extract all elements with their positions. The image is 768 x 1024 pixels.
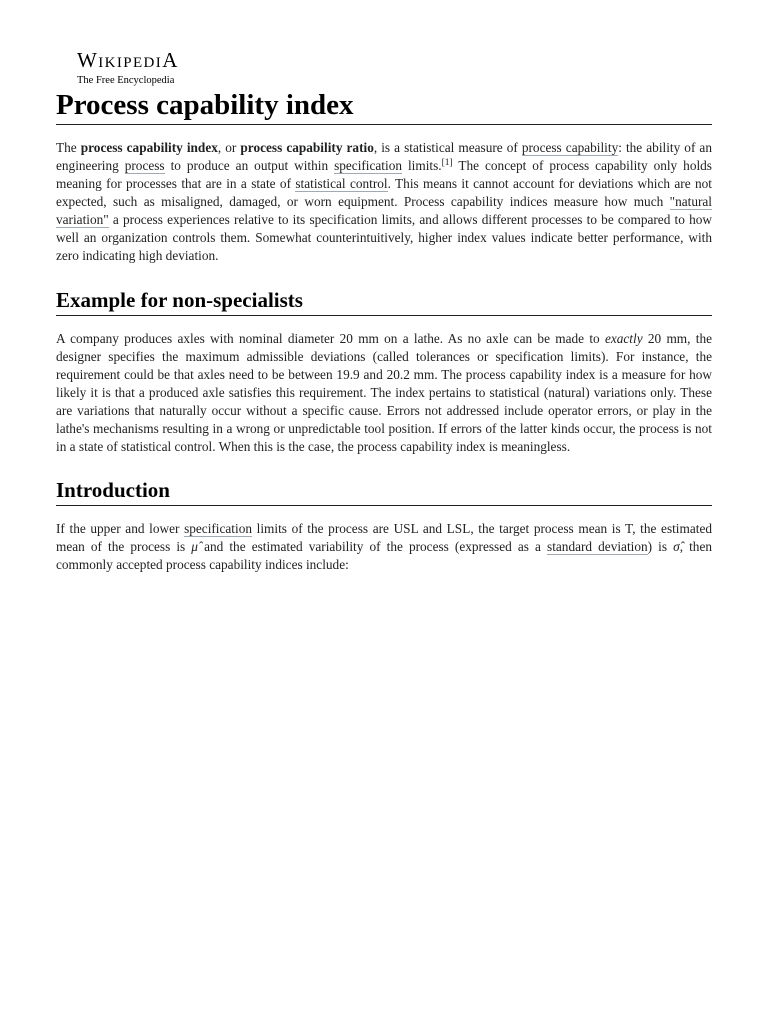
emphasis-text: exactly	[604, 331, 643, 346]
math-mu-hat: μ̂	[191, 539, 198, 554]
wikipedia-wordmark: WIKIPEDIA	[77, 48, 179, 72]
bold-term: process capability ratio	[240, 140, 374, 155]
link-process[interactable]: process	[124, 158, 165, 173]
link-specification[interactable]: specification	[334, 158, 402, 173]
bold-term: process capability index	[80, 140, 218, 155]
introduction-paragraph: If the upper and lower specification limits of the process are USL and LSL, the target process mean is T, the estimated mean of the process is μ̂ and the estimated variability of the process (expressed as a standard deviation) is σ̂, then commonly accepted process capability indices include:	[56, 521, 713, 572]
example-paragraph: A company produces axles with nominal diameter 20 mm on a lathe. As no axle can be made to exactly 20 mm, the designer specifies the maximum admissible deviations (called tolerances or specification limits). For instance, the requirement could be that axles need to be between 19.9 and 20.2 mm. The process capability index is a measure for how likely it is that a produced axle satisfies this requirement. The index pertains to statistical (natural) variations only. These are variations that naturally occur without a specific cause. Errors not addressed include operator errors, or play in the lathe's mechanisms resulting in a wrong or unpredictable tool position. If errors of the latter kinds occur, the process is not in a state of statistical control. When this is the case, the process capability index is meaningless.	[56, 331, 712, 454]
link-statistical-control[interactable]: statistical control	[295, 176, 388, 191]
link-process-capability[interactable]: process capability	[521, 140, 619, 155]
link-standard-deviation[interactable]: standard deviation	[547, 539, 648, 554]
lead-paragraph: The process capability index, or process capability ratio, is a statistical measure of process capability: the ability of an engineering process to produce an output within specification limits.[1] The concept of process capability only holds meaning for processes that are in a state of statistical control. This means it cannot account for deviations which are not expected, such as misaligned, damaged, or worn equipment. Process capability indices measure how much "natural variation" a process experiences relative to its specification limits, and allows different processes to be compared to how well an organization controls them. Somewhat counterintuitively, higher index values indicate better performance, with zero indicating high deviation.	[56, 140, 712, 263]
wikipedia-logo[interactable]	[77, 50, 712, 86]
page-title: Process capability index	[56, 87, 712, 125]
wikipedia-tagline: The Free Encyclopedia	[77, 75, 175, 86]
math-sigma-hat: σ̂	[673, 539, 680, 554]
section-heading-introduction: Introduction	[56, 476, 712, 506]
link-specification[interactable]: specification	[184, 521, 252, 536]
article-page	[56, 0, 712, 574]
reference-link[interactable]: [1]	[441, 158, 453, 168]
link-natural-variation[interactable]: "natural variation"	[56, 194, 712, 227]
section-heading-example: Example for non-specialists	[56, 286, 712, 316]
